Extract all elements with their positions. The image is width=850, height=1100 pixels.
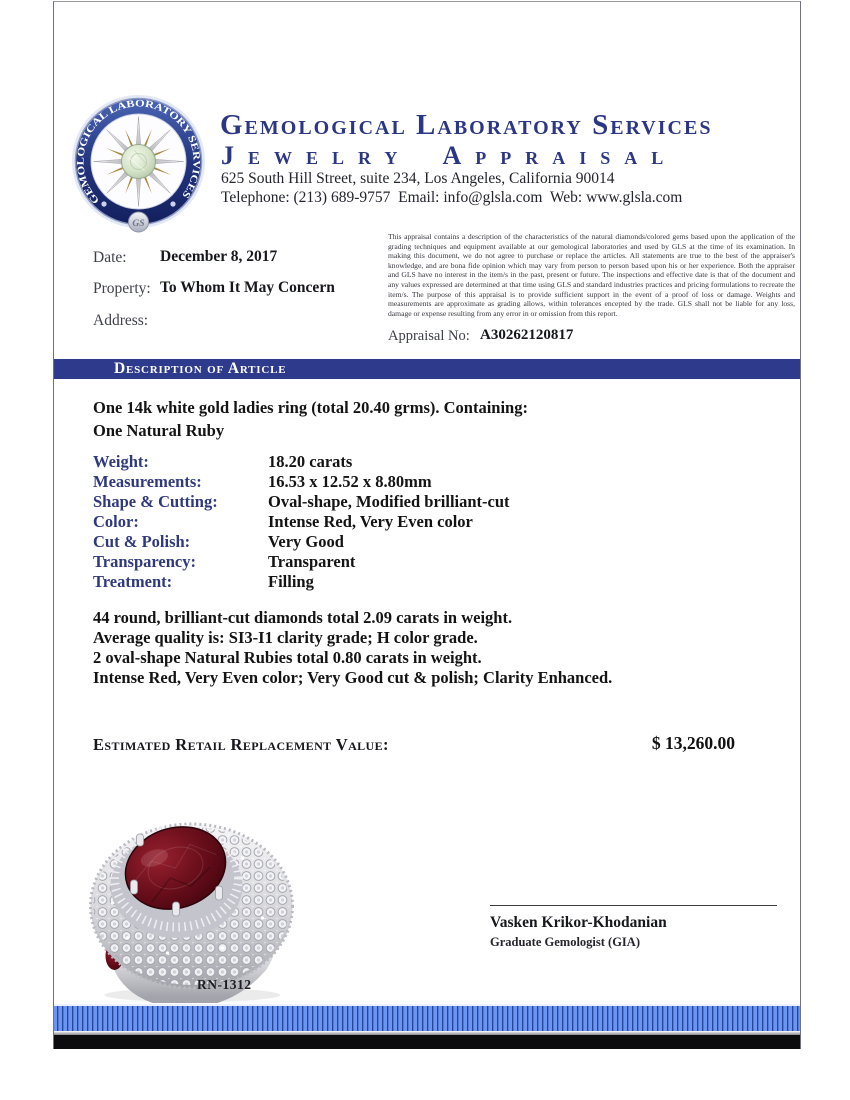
address-label: Address:	[93, 312, 149, 329]
signature-line	[490, 905, 777, 906]
spec-value: Filling	[268, 572, 314, 591]
spec-row	[93, 452, 733, 472]
property-label: Property:	[93, 280, 151, 297]
spec-label: Shape & Cutting:	[93, 492, 218, 511]
spec-value: Oval-shape, Modified brilliant-cut	[268, 492, 510, 511]
article-intro	[93, 396, 733, 442]
logo-band-dot-left	[101, 201, 106, 206]
gls-logo-seal	[70, 93, 208, 233]
spec-label: Weight:	[93, 452, 149, 471]
section-header-bar	[54, 359, 800, 379]
spec-label: Cut & Polish:	[93, 532, 191, 551]
summary-line: Intense Red, Very Even color; Very Good cut & polish; Clarity Enhanced.	[93, 668, 613, 687]
spec-table	[93, 452, 733, 592]
appraisal-no-label: Appraisal No:	[388, 328, 470, 344]
spec-value: Intense Red, Very Even color	[268, 512, 473, 531]
company-address: 625 South Hill Street, suite 234, Los Angeles, California 90014	[221, 170, 615, 187]
spec-row	[93, 532, 733, 552]
appraisal-no-value: A30262120817	[480, 327, 574, 343]
disclaimer-text: This appraisal contains a description of the characteristics of the natural diamonds/colored gems based upon the application of the grading techniques and equipment available at our gemological laboratories and used by GLS at the time of its examination. In making this document, we do not agree to purchase or replace the articles. All statements are true to the best of the appraiser's knowledge, and are bona fide opinion which may vary from person to person based upon his or her experience. Both the appraiser and GLS have no interest in the item/s in the past, present or future. The inspections and effective date is that of the document and any values expressed are determined at that time using GLS and standard industries practices and pricing formulations to recreate the item/s. The purpose of this appraisal is to provide sufficient support in the event of a proof of loss or damage. Weights and measurements are approximate as grading allows, within tolerances encepted by the trade. GLS shall not be liable for any loss, damage or expense resulting from any error in or omission from this report.	[388, 232, 795, 318]
logo-band-dot-right	[170, 201, 175, 206]
spec-row	[93, 572, 733, 592]
spec-value: 16.53 x 12.52 x 8.80mm	[268, 472, 432, 491]
valuation-label: Estimated Retail Replacement Value:	[93, 735, 389, 754]
property-value: To Whom It May Concern	[160, 279, 335, 296]
summary-line: Average quality is: SI3-I1 clarity grade; H color grade.	[93, 628, 478, 647]
spec-value: Very Good	[268, 532, 344, 551]
intro-line: One 14k white gold ladies ring (total 20.40 grms). Containing:	[93, 398, 528, 417]
ring-photo	[70, 798, 315, 1003]
spec-row	[93, 552, 733, 572]
division-name: Jewelry Appraisal	[221, 141, 678, 170]
date-value: December 8, 2017	[160, 248, 278, 265]
logo-ring-text: GEMOLOGICAL LABORATORY SERVICES	[75, 98, 202, 206]
gs-monogram: GS	[132, 218, 145, 229]
summary-line: 44 round, brilliant-cut diamonds total 2.09 carats in weight.	[93, 608, 513, 627]
spec-row	[93, 512, 733, 532]
spec-label: Measurements:	[93, 472, 202, 491]
date-label: Date:	[93, 249, 127, 266]
company-name: Gemological Laboratory Services	[220, 109, 713, 141]
spec-row	[93, 492, 733, 512]
company-contact: Telephone: (213) 689-9757 Email: info@glsla.com Web: www.glsla.com	[221, 189, 683, 206]
striped-footer-bar	[54, 1004, 800, 1031]
spec-value: 18.20 carats	[268, 452, 353, 471]
intro-line: One Natural Ruby	[93, 421, 225, 440]
valuation-amount: $ 13,260.00	[651, 733, 735, 753]
stone-summary	[93, 608, 753, 688]
spec-label: Treatment:	[93, 572, 173, 591]
spec-value: Transparent	[268, 552, 356, 571]
photo-reference-number: RN-1312	[197, 977, 252, 992]
spec-label: Color:	[93, 512, 139, 531]
spec-label: Transparency:	[93, 552, 196, 571]
section-title: Description of Article	[114, 360, 287, 377]
black-footer-bar	[54, 1035, 800, 1049]
starburst-icon	[94, 117, 184, 207]
appraiser-name: Vasken Krikor-Khodanian	[490, 914, 667, 931]
appraiser-title: Graduate Gemologist (GIA)	[490, 935, 640, 949]
spec-row	[93, 472, 733, 492]
summary-line: 2 oval-shape Natural Rubies total 0.80 carats in weight.	[93, 648, 482, 667]
center-gem-icon	[122, 145, 156, 179]
